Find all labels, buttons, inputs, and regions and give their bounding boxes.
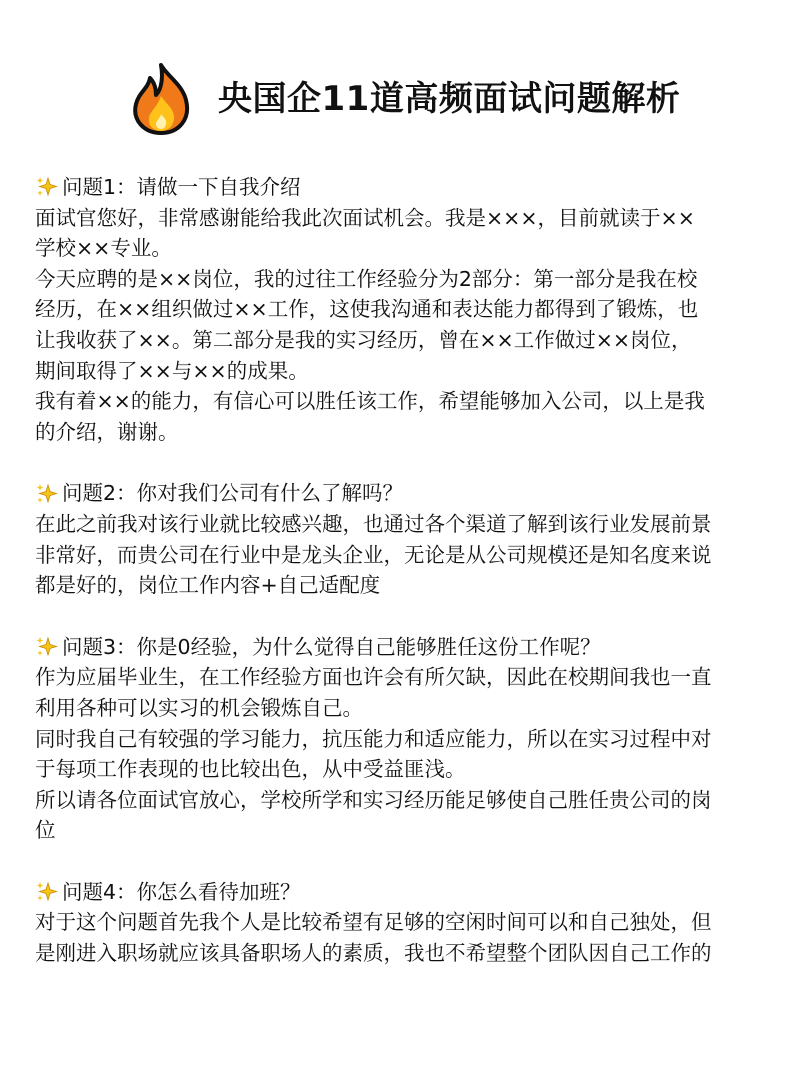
answer-line: 期间取得了××与××的成果。 — [35, 358, 309, 383]
question-text: 问题4：你怎么看待加班？ — [62, 879, 301, 904]
answer-line: 所以请各位面试官放心，学校所学和实习经历能足够使自己胜任贵公司的岗 — [35, 787, 712, 812]
answer-line: 经历，在××组织做过××工作，这使我沟通和表达能力都得到了锻炼，也 — [35, 297, 699, 322]
answer-line: 今天应聘的是××岗位，我的过往工作经验分为2部分：第一部分是我在校 — [35, 266, 698, 291]
article-body — [35, 172, 780, 1000]
sparkle-icon — [35, 175, 59, 199]
answer-line: 对于这个问题首先我个人是比较希望有足够的空闲时间可以和自己独处，但 — [35, 910, 712, 935]
answer-line: 利用各种可以实习的机会锻炼自己。 — [35, 695, 363, 720]
fire-icon — [130, 62, 192, 136]
sparkle-icon — [35, 635, 59, 659]
answer-line: 是刚进入职场就应该具备职场人的素质，我也不希望整个团队因自己工作的 — [35, 941, 712, 966]
qa-section — [35, 877, 780, 969]
question-heading — [35, 632, 780, 663]
answer-line: 同时我自己有较强的学习能力，抗压能力和适应能力，所以在实习过程中对 — [35, 726, 712, 751]
page-title: 央国企11道高频面试问题解析 — [218, 79, 681, 119]
question-text: 问题3：你是0经验，为什么觉得自己能够胜任这份工作呢？ — [62, 634, 601, 659]
qa-section — [35, 478, 780, 600]
sparkle-icon — [35, 482, 59, 506]
answer-line: 学校××专业。 — [35, 236, 172, 261]
answer-line: 作为应届毕业生，在工作经验方面也许会有所欠缺，因此在校期间我也一直 — [35, 665, 712, 690]
answer-line: 我有着××的能力，有信心可以胜任该工作，希望能够加入公司，以上是我 — [35, 389, 705, 414]
answer-line: 于每项工作表现的也比较出色，从中受益匪浅。 — [35, 757, 466, 782]
question-heading — [35, 478, 780, 509]
answer-line: 非常好，而贵公司在行业中是龙头企业，无论是从公司规模还是知名度来说 — [35, 542, 712, 567]
answer-line: 在此之前我对该行业就比较感兴趣，也通过各个渠道了解到该行业发展前景 — [35, 511, 712, 536]
header — [0, 62, 800, 142]
question-heading — [35, 877, 780, 908]
answer-line: 位 — [35, 818, 56, 843]
answer-line: 面试官您好，非常感谢能给我此次面试机会。我是×××，目前就读于×× — [35, 205, 695, 230]
sparkle-icon — [35, 880, 59, 904]
question-heading — [35, 172, 780, 203]
qa-section — [35, 172, 780, 447]
answer-line: 都是好的，岗位工作内容+自己适配度 — [35, 573, 381, 598]
question-text: 问题1：请做一下自我介绍 — [62, 175, 301, 199]
question-text: 问题2：你对我们公司有什么了解吗？ — [62, 481, 404, 506]
answer-line: 让我收获了××。第二部分是我的实习经历，曾在××工作做过××岗位， — [35, 327, 692, 352]
qa-section — [35, 632, 780, 846]
answer-line: 的介绍，谢谢。 — [35, 419, 179, 444]
